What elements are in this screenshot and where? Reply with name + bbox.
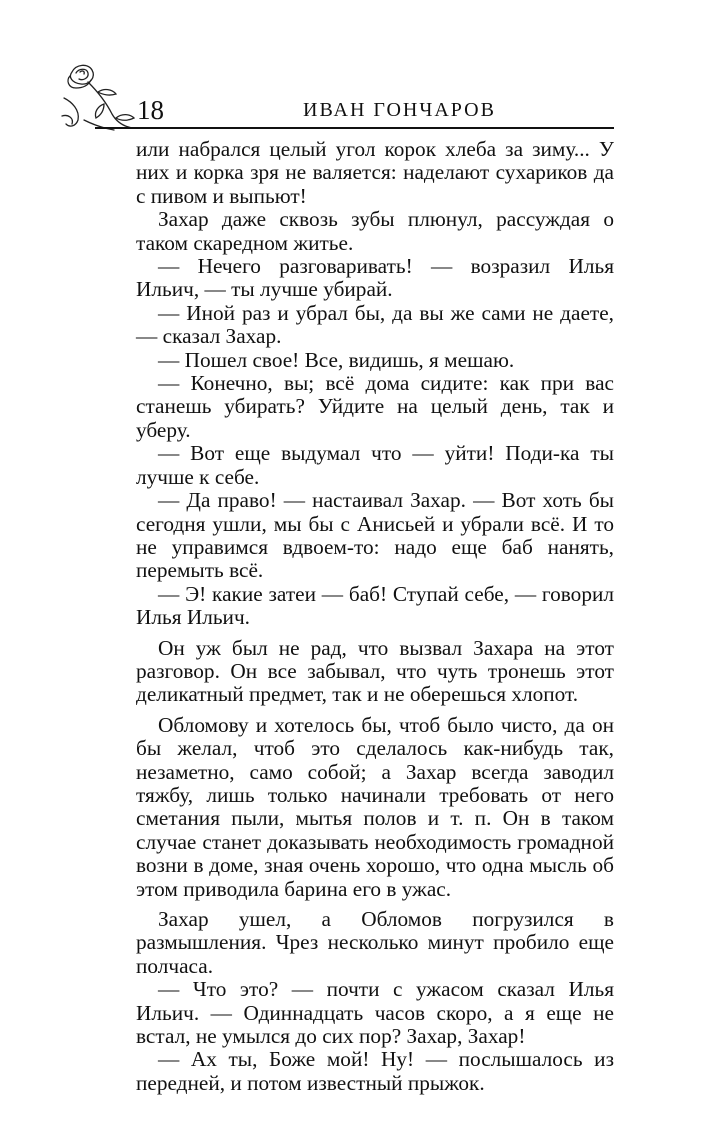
- paragraph: Захар ушел, а Обломов погрузился в размышления. Чрез несколько минут пробило еще полчаса.: [136, 907, 614, 978]
- paragraph: — Нечего разговаривать! — возразил Илья Ильич, — ты лучше убирай.: [136, 254, 614, 302]
- header-rule: [95, 127, 614, 129]
- paragraph: Он уж был не рад, что вызвал Захара на этот разговор. Он все забывал, что чуть тронешь этот деликатный предмет, так и не оберешься хлопот.: [136, 635, 614, 707]
- paragraph: — Ах ты, Боже мой! Ну! — послышалось из передней, и потом известный прыжок.: [136, 1047, 614, 1095]
- paragraph: Обломову и хотелось бы, чтоб было чисто, да он бы желал, чтоб это сделалось как-нибудь так, незаметно, само собой; а Захар всегда заводил тяжбу, лишь только начинали требовать от него сметания пыли, мытья полов и т. п. Он в таком случае станет доказывать необходимость громадной возни в доме, зная очень хорошо, что одна мысль об этом приводила барина его в ужас.: [136, 712, 614, 901]
- paragraph: — Иной раз и убрал бы, да вы же сами не даете, — сказал Захар.: [136, 300, 614, 349]
- rose-icon: [58, 58, 138, 133]
- paragraph: Захар даже сквозь зубы плюнул, рассуждая о таком скаредном житье.: [136, 207, 614, 255]
- paragraph: — Конечно, вы; всё дома сидите: как при вас станешь убирать? Уйдите на целый день, так и уберу.: [136, 371, 614, 442]
- paragraph: — Да право! — настаивал Захар. — Вот хоть бы сегодня ушли, мы бы с Анисьей и убрали всё. И то не управимся вдвоем-то: надо еще баб нанять, перемыть всё.: [136, 488, 614, 583]
- paragraph: — Э! какие затеи — баб! Ступай себе, — говорил Илья Ильич.: [136, 581, 614, 630]
- running-title: ИВАН ГОНЧАРОВ: [303, 99, 496, 121]
- running-header: [133, 95, 614, 125]
- paragraph: — Пошел свое! Все, видишь, я мешаю.: [158, 347, 515, 372]
- body-text: [136, 138, 614, 1095]
- paragraph: — Что это? — почти с ужасом сказал Илья Ильич. — Одиннадцать часов скоро, а я еще не встал, не умылся до сих пор? Захар, Захар!: [136, 977, 614, 1049]
- paragraph: или набрался целый угол корок хлеба за зиму... У них и корка зря не валяется: наделают сухариков да с пивом и выпьют!: [136, 137, 614, 208]
- paragraph: — Вот еще выдумал что — уйти! Поди-ка ты лучше к себе.: [136, 441, 614, 489]
- page-number: 18: [137, 95, 164, 125]
